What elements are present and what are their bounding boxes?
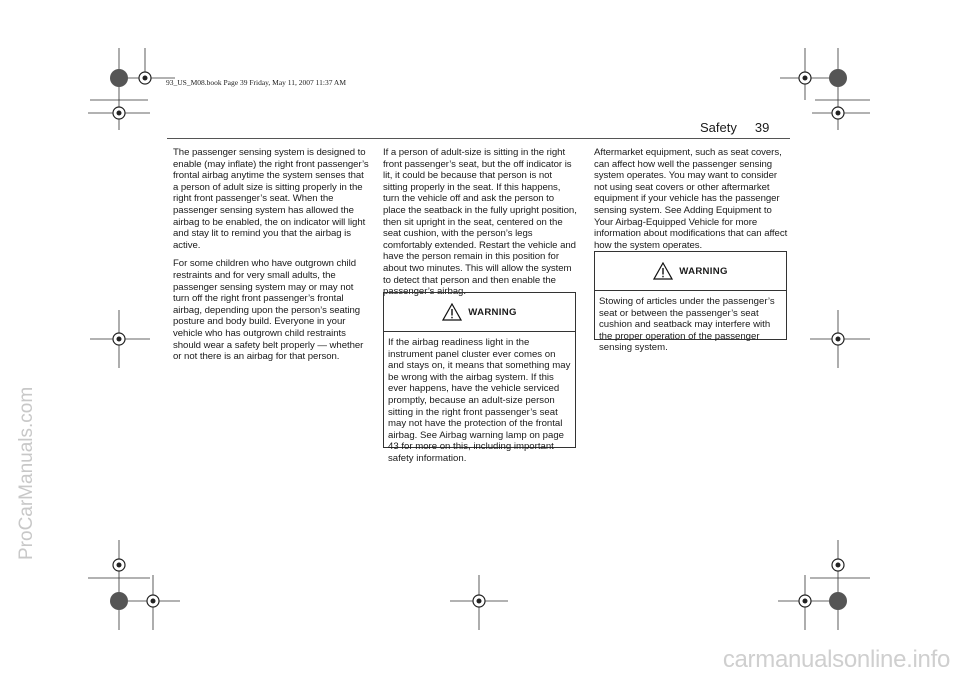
warning-text: Stowing of articles under the passenger’s seat or between the passenger’s seat cushion and seatback may interfere with the proper operation of the passenger sensing system. (599, 296, 775, 354)
warning-triangle-icon (653, 262, 673, 280)
paragraph: If a person of adult-size is sitting in the right front passenger’s seat, but the off indicator is lit, it could be because that person is not sitting properly in the seat. If this happens, turn the vehicle off and ask the person to place the seatback in the fully upright position, then sit upright in the seat, centered on the seat cushion, with the person’s legs comfortably extended. Restart the vehicle and have the person remain in this position for about two minutes. This will allow the system to detect that person and then enable the passenger’s airbag. (383, 147, 577, 298)
warning-triangle-icon (442, 303, 462, 321)
page-number: 39 (754, 120, 770, 135)
warning-header (384, 293, 575, 332)
paragraph: For some children who have outgrown child restraints and for very small adults, the passenger sensing system may or may not turn off the right front passenger’s frontal airbag, depending upon the person’s seating posture and body build. Everyone in your vehicle who has outgrown child restraints should wear a safety belt properly — whether or not there is an airbag for that person. (173, 258, 364, 363)
warning-text: If the airbag readiness light in the instrument panel cluster ever comes on and stays on, it means that something may be wrong with the airbag system. If this ever happens, have the vehicle serviced promptly, because an adult-size person sitting in the right front passenger’s seat may not have the protection of the frontal airbag. See Airbag warning lamp on page 43 for more on this, including important safety information. (388, 337, 571, 464)
watermark-procarmanuals: ProCarManuals.com (16, 386, 37, 560)
paragraph: Aftermarket equipment, such as seat covers, can affect how well the passenger sensing system operates. You may want to consider not using seat covers or other aftermarket equipment if your vehicle has the passenger sensing system. See Adding Equipment to Your Airbag-Equipped Vehicle for more information about modifications that can affect how the system operates. (594, 147, 788, 251)
warning-title: WARNING (679, 265, 728, 277)
header-rule (167, 138, 790, 139)
watermark-carmanualsonline: carmanualsonline.info (722, 646, 950, 673)
paragraph: The passenger sensing system is designed to enable (may inflate) the right front passenger’s frontal airbag anytime the system senses that a person of adult size is sitting properly in the right front passenger’s seat. When the passenger sensing system has allowed the airbag to be enabled, the on indicator will light and stay lit to remind you that the airbag is active. (173, 147, 369, 251)
page-header (700, 120, 769, 135)
warning-header (595, 252, 786, 291)
warning-box-airbag-light (383, 292, 576, 464)
warning-box-stowing (594, 251, 787, 354)
book-file-info: 93_US_M08.book Page 39 Friday, May 11, 2007 11:37 AM (166, 78, 346, 87)
warning-title: WARNING (468, 306, 517, 318)
column-1 (173, 147, 369, 370)
column-2 (383, 147, 577, 305)
section-title: Safety (700, 120, 737, 135)
column-3 (594, 147, 788, 258)
